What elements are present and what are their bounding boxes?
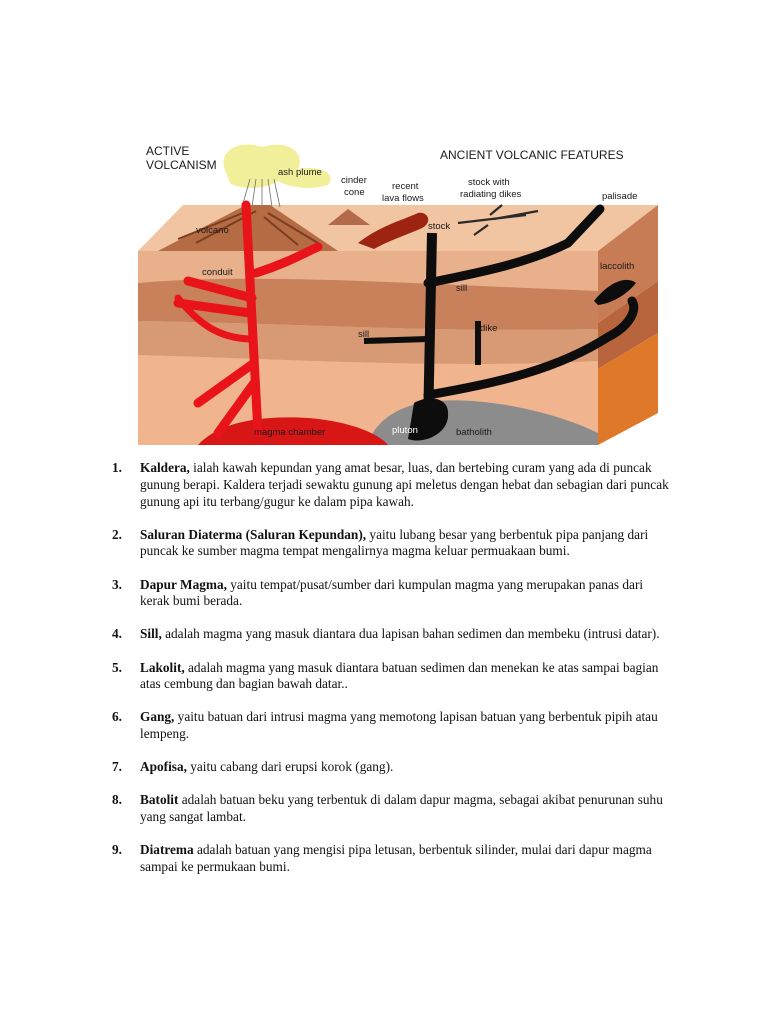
- label-dike: dike: [480, 323, 498, 334]
- item-text: yaitu batuan dari intrusi magma yang memotong lapisan batuan yang berbentuk pipih atau lempeng.: [140, 709, 658, 742]
- definition-item: [112, 577, 672, 611]
- item-term: Batolit: [140, 792, 179, 808]
- definition-item: [112, 626, 672, 643]
- item-number: 4.: [112, 626, 122, 642]
- label-recent-lava-2: lava flows: [382, 193, 424, 204]
- definition-item: [112, 527, 672, 561]
- item-term: Gang,: [140, 709, 175, 725]
- item-number: 2.: [112, 526, 122, 542]
- item-term: Diatrema: [140, 842, 194, 858]
- label-recent-lava-1: recent: [392, 181, 419, 192]
- label-stock-dikes-1: stock with: [468, 177, 510, 188]
- title-active-line1: ACTIVE: [146, 144, 190, 158]
- item-number: 5.: [112, 659, 122, 675]
- definition-item: [112, 709, 672, 743]
- definition-item: [112, 842, 672, 876]
- item-number: 9.: [112, 842, 122, 858]
- item-text: yaitu tempat/pusat/sumber dari kumpulan magma yang merupakan panas dari kerak bumi berada.: [140, 576, 644, 609]
- label-conduit: conduit: [202, 267, 233, 278]
- label-pluton: pluton: [392, 425, 418, 436]
- label-sill-upper: sill: [456, 283, 468, 294]
- item-text: ialah kawah kepundan yang amat besar, luas, dan bertebing curam yang ada di puncak gunung berapi. Kaldera terjadi sewaktu gunung api meletus dengan hebat dan sebagian dari puncak gunung api itu terbang/gugur ke dalam pipa kawah.: [140, 460, 669, 509]
- item-text: adalah magma yang masuk diantara batuan sedimen dan menekan ke atas sampai bagian atas cembung dan bagian bawah datar..: [140, 659, 659, 692]
- label-stock-dikes-2: radiating dikes: [460, 189, 522, 200]
- label-sill-lower: sill: [358, 329, 370, 340]
- item-number: 1.: [112, 460, 122, 475]
- item-term: Kaldera,: [140, 460, 190, 475]
- item-term: Sill,: [140, 626, 162, 642]
- label-laccolith: laccolith: [600, 261, 635, 272]
- item-term: Apofisa,: [140, 759, 187, 775]
- item-number: 7.: [112, 759, 122, 775]
- definition-item: [112, 792, 672, 826]
- definition-list: [112, 460, 672, 892]
- item-term: Saluran Diaterma (Saluran Kepundan),: [140, 526, 367, 542]
- item-text: adalah batuan yang mengisi pipa letusan, berbentuk silinder, mulai dari dapur magma sampai ke permukaan bumi.: [140, 842, 652, 875]
- label-ash-plume: ash plume: [278, 167, 322, 178]
- label-cinder-cone-2: cone: [344, 187, 365, 198]
- label-batholith: batholith: [456, 427, 492, 438]
- definition-item: [112, 759, 672, 776]
- lower-sill-shape: [364, 339, 428, 341]
- item-term: Dapur Magma,: [140, 576, 227, 592]
- definition-item: [112, 460, 672, 510]
- title-ancient: ANCIENT VOLCANIC FEATURES: [440, 148, 624, 162]
- item-term: Lakolit,: [140, 659, 185, 675]
- item-number: 6.: [112, 709, 122, 725]
- item-number: 8.: [112, 792, 122, 808]
- label-palisade: palisade: [602, 191, 638, 202]
- item-text: yaitu lubang besar yang berbentuk pipa panjang dari puncak ke sumber magma tempat mengalirnya magma keluar permuakaan bumi.: [140, 526, 649, 559]
- label-cinder-cone-1: cinder: [341, 175, 367, 186]
- item-number: 3.: [112, 576, 122, 592]
- label-volcano: volcano: [196, 225, 229, 236]
- item-text: adalah magma yang masuk diantara dua lapisan bahan sedimen dan membeku (intrusi datar).: [161, 626, 660, 642]
- item-text: adalah batuan beku yang terbentuk di dalam dapur magma, sebagai akibat penurunan suhu yang sangat lambat.: [140, 792, 663, 825]
- label-stock: stock: [428, 221, 451, 232]
- label-magma-chamber: magma chamber: [254, 427, 326, 438]
- volcanic-features-diagram: [138, 133, 658, 445]
- item-text: yaitu cabang dari erupsi korok (gang).: [186, 759, 394, 775]
- definition-item: [112, 660, 672, 694]
- title-active-line2: VOLCANISM: [146, 158, 217, 172]
